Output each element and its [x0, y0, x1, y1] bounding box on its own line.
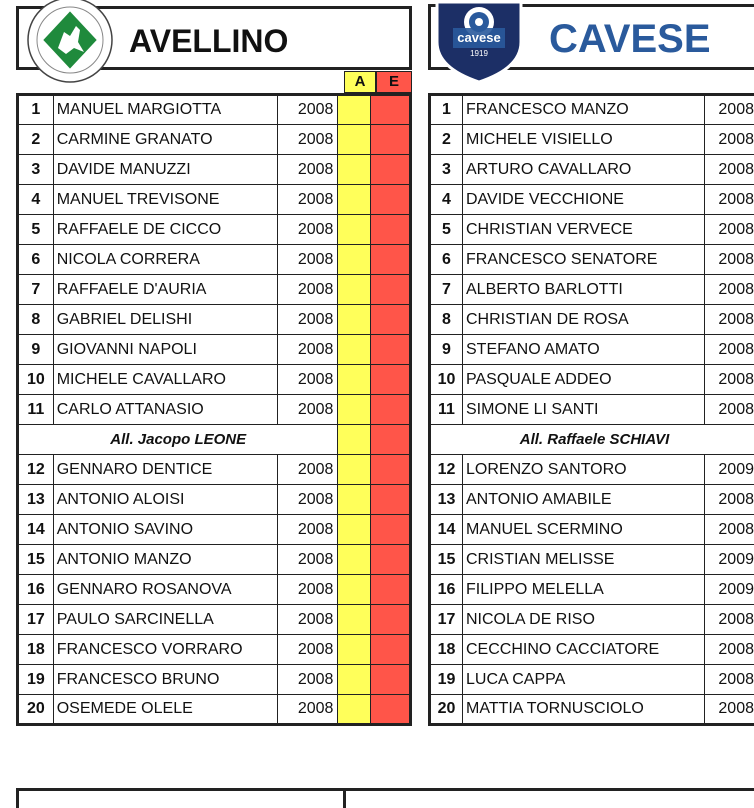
- player-name: DAVIDE MANUZZI: [53, 155, 277, 185]
- player-number: 16: [18, 575, 54, 605]
- column-a-cell: [338, 425, 370, 455]
- player-birth-year: 2008: [277, 695, 338, 725]
- column-a-cell: [338, 275, 370, 305]
- column-e-cell: [370, 425, 410, 455]
- column-e-cell: [370, 395, 410, 425]
- player-number: 19: [18, 665, 54, 695]
- player-birth-year: 2008: [277, 155, 338, 185]
- player-birth-year: 2008: [277, 575, 338, 605]
- column-a-cell: [338, 365, 370, 395]
- player-number: 5: [430, 215, 463, 245]
- player-birth-year: 2008: [705, 245, 754, 275]
- player-name: STEFANO AMATO: [463, 335, 705, 365]
- player-birth-year: 2008: [705, 395, 754, 425]
- column-a-cell: [338, 335, 370, 365]
- player-birth-year: 2008: [705, 275, 754, 305]
- column-e-cell: [370, 305, 410, 335]
- player-name: FRANCESCO MANZO: [463, 95, 705, 125]
- player-row: [430, 605, 754, 635]
- player-name: FRANCESCO VORRARO: [53, 635, 277, 665]
- player-name: CARLO ATTANASIO: [53, 395, 277, 425]
- player-name: LORENZO SANTORO: [463, 455, 705, 485]
- player-birth-year: 2008: [277, 275, 338, 305]
- player-birth-year: 2008: [277, 455, 338, 485]
- player-row: [18, 95, 411, 125]
- player-birth-year: 2008: [277, 545, 338, 575]
- player-number: 9: [18, 335, 54, 365]
- player-birth-year: 2008: [705, 515, 754, 545]
- column-e-cell: [370, 155, 410, 185]
- player-row: [430, 545, 754, 575]
- player-number: 3: [18, 155, 54, 185]
- player-number: 11: [18, 395, 54, 425]
- player-number: 12: [18, 455, 54, 485]
- player-name: SIMONE LI SANTI: [463, 395, 705, 425]
- player-birth-year: 2008: [705, 335, 754, 365]
- player-name: DAVIDE VECCHIONE: [463, 185, 705, 215]
- player-row: [18, 695, 411, 725]
- column-a-cell: [338, 215, 370, 245]
- coach-name: All. Raffaele SCHIAVI: [430, 425, 754, 455]
- player-birth-year: 2008: [277, 305, 338, 335]
- column-a-cell: [338, 575, 370, 605]
- player-name: NICOLA DE RISO: [463, 605, 705, 635]
- column-e-cell: [370, 185, 410, 215]
- player-name: ANTONIO SAVINO: [53, 515, 277, 545]
- player-row: [18, 665, 411, 695]
- player-birth-year: 2009: [705, 545, 754, 575]
- avellino-logo-icon: [20, 0, 120, 84]
- column-e-cell: [370, 485, 410, 515]
- player-row: [18, 275, 411, 305]
- column-a-cell: [338, 515, 370, 545]
- player-birth-year: 2008: [705, 215, 754, 245]
- player-name: MANUEL SCERMINO: [463, 515, 705, 545]
- player-birth-year: 2009: [705, 575, 754, 605]
- player-row: [430, 575, 754, 605]
- player-name: FRANCESCO BRUNO: [53, 665, 277, 695]
- player-row: [18, 545, 411, 575]
- player-row: [430, 635, 754, 665]
- column-e-cell: [370, 545, 410, 575]
- player-birth-year: 2008: [277, 485, 338, 515]
- player-number: 4: [18, 185, 54, 215]
- player-birth-year: 2008: [705, 485, 754, 515]
- player-number: 7: [18, 275, 54, 305]
- player-row: [18, 305, 411, 335]
- player-row: [18, 605, 411, 635]
- player-name: PAULO SARCINELLA: [53, 605, 277, 635]
- player-row: [18, 575, 411, 605]
- player-number: 18: [430, 635, 463, 665]
- player-number: 6: [18, 245, 54, 275]
- player-row: [430, 515, 754, 545]
- player-number: 18: [18, 635, 54, 665]
- player-row: [18, 245, 411, 275]
- player-row: [18, 185, 411, 215]
- player-number: 13: [430, 485, 463, 515]
- player-name: MATTIA TORNUSCIOLO: [463, 695, 705, 725]
- player-birth-year: 2008: [705, 605, 754, 635]
- player-birth-year: 2008: [705, 125, 754, 155]
- player-birth-year: 2008: [705, 185, 754, 215]
- player-name: ALBERTO BARLOTTI: [463, 275, 705, 305]
- bottom-panel-right: [343, 788, 754, 808]
- player-birth-year: 2008: [277, 245, 338, 275]
- player-row: [430, 185, 754, 215]
- player-number: 8: [430, 305, 463, 335]
- player-number: 20: [430, 695, 463, 725]
- player-birth-year: 2008: [277, 215, 338, 245]
- column-e-cell: [370, 335, 410, 365]
- player-row: [18, 215, 411, 245]
- player-name: ANTONIO MANZO: [53, 545, 277, 575]
- player-name: PASQUALE ADDEO: [463, 365, 705, 395]
- player-row: [18, 365, 411, 395]
- player-number: 1: [430, 95, 463, 125]
- column-e-cell: [370, 95, 410, 125]
- player-row: [18, 485, 411, 515]
- home-team-name: AVELLINO: [129, 23, 288, 60]
- player-name: GIOVANNI NAPOLI: [53, 335, 277, 365]
- player-name: OSEMEDE OLELE: [53, 695, 277, 725]
- player-name: CHRISTIAN VERVECE: [463, 215, 705, 245]
- column-e-header: E: [376, 71, 412, 93]
- player-name: RAFFAELE D'AURIA: [53, 275, 277, 305]
- column-a-cell: [338, 545, 370, 575]
- player-number: 7: [430, 275, 463, 305]
- column-e-cell: [370, 365, 410, 395]
- player-row: [430, 485, 754, 515]
- cavese-logo-year: 1919: [470, 49, 488, 58]
- column-a-cell: [338, 245, 370, 275]
- column-e-cell: [370, 125, 410, 155]
- player-number: 5: [18, 215, 54, 245]
- column-a-cell: [338, 605, 370, 635]
- player-row: [430, 275, 754, 305]
- player-birth-year: 2008: [705, 635, 754, 665]
- player-name: GENNARO DENTICE: [53, 455, 277, 485]
- player-row: [430, 695, 754, 725]
- player-row: [18, 335, 411, 365]
- player-row: [430, 245, 754, 275]
- player-number: 1: [18, 95, 54, 125]
- player-number: 6: [430, 245, 463, 275]
- cavese-logo-text: cavese: [457, 30, 500, 45]
- column-a-cell: [338, 95, 370, 125]
- column-e-cell: [370, 455, 410, 485]
- column-a-cell: [338, 665, 370, 695]
- player-name: ANTONIO ALOISI: [53, 485, 277, 515]
- home-roster-table: [16, 93, 412, 726]
- player-name: GENNARO ROSANOVA: [53, 575, 277, 605]
- away-roster-table: [428, 93, 754, 726]
- player-birth-year: 2008: [705, 95, 754, 125]
- player-row: [430, 305, 754, 335]
- player-name: MANUEL TREVISONE: [53, 185, 277, 215]
- column-a-cell: [338, 635, 370, 665]
- player-name: FRANCESCO SENATORE: [463, 245, 705, 275]
- player-row: [18, 125, 411, 155]
- player-birth-year: 2008: [705, 155, 754, 185]
- player-name: FILIPPO MELELLA: [463, 575, 705, 605]
- column-e-cell: [370, 695, 410, 725]
- player-name: MICHELE VISIELLO: [463, 125, 705, 155]
- away-team-name: CAVESE: [549, 17, 711, 62]
- column-e-cell: [370, 215, 410, 245]
- player-name: RAFFAELE DE CICCO: [53, 215, 277, 245]
- player-row: [18, 635, 411, 665]
- player-row: [430, 365, 754, 395]
- column-a-cell: [338, 395, 370, 425]
- column-a-header: A: [344, 71, 376, 93]
- column-e-cell: [370, 635, 410, 665]
- column-a-cell: [338, 155, 370, 185]
- player-row: [18, 455, 411, 485]
- player-number: 17: [430, 605, 463, 635]
- player-number: 10: [430, 365, 463, 395]
- player-birth-year: 2008: [705, 695, 754, 725]
- player-row: [430, 155, 754, 185]
- player-number: 20: [18, 695, 54, 725]
- column-a-cell: [338, 695, 370, 725]
- coach-row: [430, 425, 754, 455]
- column-e-cell: [370, 275, 410, 305]
- column-a-cell: [338, 485, 370, 515]
- player-name: CECCHINO CACCIATORE: [463, 635, 705, 665]
- player-birth-year: 2008: [277, 605, 338, 635]
- player-name: MICHELE CAVALLARO: [53, 365, 277, 395]
- player-number: 16: [430, 575, 463, 605]
- player-birth-year: 2009: [705, 455, 754, 485]
- player-number: 2: [430, 125, 463, 155]
- coach-row: [18, 425, 411, 455]
- cavese-logo-icon: [431, 0, 527, 84]
- player-number: 14: [430, 515, 463, 545]
- column-a-cell: [338, 455, 370, 485]
- player-birth-year: 2008: [277, 515, 338, 545]
- column-e-cell: [370, 665, 410, 695]
- player-birth-year: 2008: [277, 365, 338, 395]
- column-e-cell: [370, 245, 410, 275]
- player-number: 19: [430, 665, 463, 695]
- player-birth-year: 2008: [705, 665, 754, 695]
- player-number: 9: [430, 335, 463, 365]
- player-name: LUCA CAPPA: [463, 665, 705, 695]
- player-name: GABRIEL DELISHI: [53, 305, 277, 335]
- column-e-cell: [370, 515, 410, 545]
- column-a-cell: [338, 305, 370, 335]
- player-row: [18, 155, 411, 185]
- player-row: [430, 125, 754, 155]
- player-number: 12: [430, 455, 463, 485]
- player-number: 8: [18, 305, 54, 335]
- player-number: 10: [18, 365, 54, 395]
- player-name: CRISTIAN MELISSE: [463, 545, 705, 575]
- player-birth-year: 2008: [277, 95, 338, 125]
- coach-name: All. Jacopo LEONE: [18, 425, 338, 455]
- player-birth-year: 2008: [705, 305, 754, 335]
- player-birth-year: 2008: [705, 365, 754, 395]
- player-birth-year: 2008: [277, 395, 338, 425]
- player-name: NICOLA CORRERA: [53, 245, 277, 275]
- player-birth-year: 2008: [277, 335, 338, 365]
- player-name: CHRISTIAN DE ROSA: [463, 305, 705, 335]
- player-number: 13: [18, 485, 54, 515]
- player-number: 14: [18, 515, 54, 545]
- column-e-cell: [370, 575, 410, 605]
- column-a-cell: [338, 125, 370, 155]
- player-row: [430, 665, 754, 695]
- player-name: CARMINE GRANATO: [53, 125, 277, 155]
- player-name: ARTURO CAVALLARO: [463, 155, 705, 185]
- column-e-cell: [370, 605, 410, 635]
- player-row: [18, 515, 411, 545]
- player-name: MANUEL MARGIOTTA: [53, 95, 277, 125]
- column-a-cell: [338, 185, 370, 215]
- player-birth-year: 2008: [277, 125, 338, 155]
- player-number: 3: [430, 155, 463, 185]
- player-number: 17: [18, 605, 54, 635]
- player-number: 2: [18, 125, 54, 155]
- player-birth-year: 2008: [277, 665, 338, 695]
- player-name: ANTONIO AMABILE: [463, 485, 705, 515]
- player-row: [430, 95, 754, 125]
- bottom-panel-left: [16, 788, 346, 808]
- player-number: 15: [18, 545, 54, 575]
- player-birth-year: 2008: [277, 635, 338, 665]
- player-row: [18, 395, 411, 425]
- player-number: 4: [430, 185, 463, 215]
- player-row: [430, 335, 754, 365]
- player-row: [430, 215, 754, 245]
- player-number: 15: [430, 545, 463, 575]
- player-row: [430, 455, 754, 485]
- player-birth-year: 2008: [277, 185, 338, 215]
- player-number: 11: [430, 395, 463, 425]
- player-row: [430, 395, 754, 425]
